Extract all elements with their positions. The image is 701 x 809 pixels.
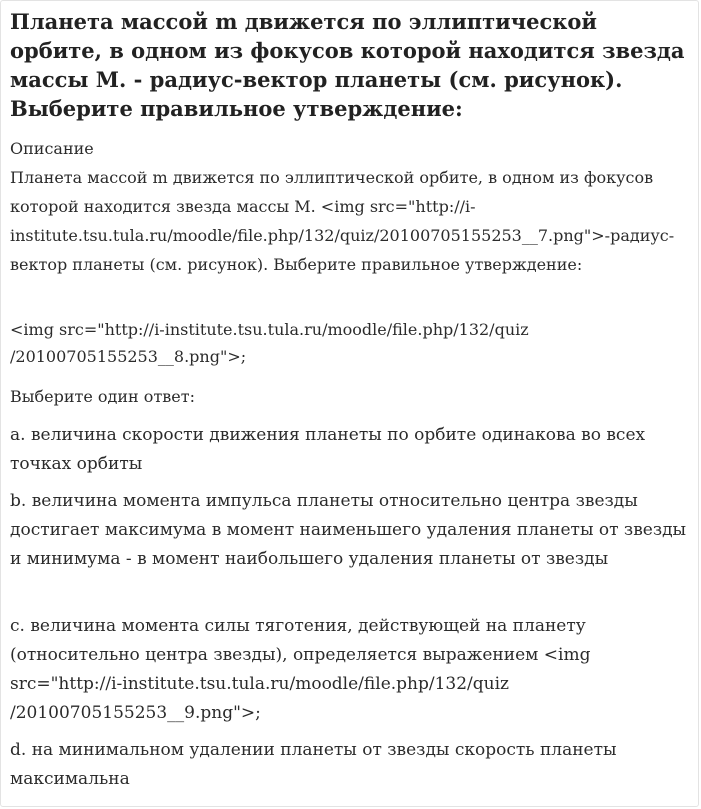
description-label: Описание [10,139,94,158]
answer-option-c[interactable]: c. величина момента силы тяготения, действующей на планету (относительно центра звезды), определяется выражением <img src="http://i-institute.tsu.tula.ru/moodle/file.php/132/quiz /20100705155253__9.png">; [10,616,591,723]
image-reference-text: <img src="http://i-institute.tsu.tula.ru/moodle/file.php/132/quiz /20100705155253__8.png">; [10,320,529,366]
answer-prompt: Выберите один ответ: [10,387,196,406]
question-title: Планета массой m движется по эллиптической орбите, в одном из фокусов которой находится звезда массы М. - радиус-вектор планеты (см. рисунок). Выберите правильное утверждение: [10,9,685,121]
answer-option-d[interactable]: d. на минимальном удалении планеты от звезды скорость планеты максимальна [10,740,617,789]
description-text: Планета массой m движется по эллиптической орбите, в одном из фокусов которой находится звезда массы М. <img src="http://i-institute.tsu.tula.ru/moodle/file.php/132/quiz/20100705155253__7.png">-радиус-вектор планеты (см. рисунок). Выберите правильное утверждение: [10,168,675,274]
answer-option-a[interactable]: a. величина скорости движения планеты по орбите одинакова во всех точках орбиты [10,425,646,474]
answer-option-b[interactable]: b. величина момента импульса планеты относительно центра звезды достигает максимума в момент наименьшего удаления планеты от звезды и минимума - в момент наибольшего удаления планеты от звезды [10,491,687,569]
